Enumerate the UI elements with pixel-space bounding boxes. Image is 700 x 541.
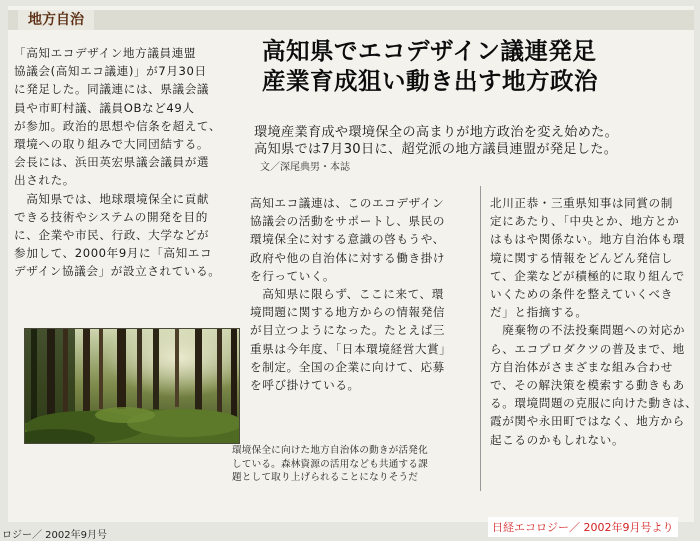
body-line: に発足した。同議連には、県議会議: [14, 82, 210, 97]
body-line: を行っていく。: [250, 268, 336, 283]
body-line: 協議会(高知エコ議連)」が7月30日: [14, 64, 207, 79]
page-footer-issue: ロジー／ 2002年9月号: [2, 530, 107, 541]
body-line: 廃棄物の不法投棄問題への対応か: [490, 323, 686, 338]
photo-caption: [232, 444, 428, 485]
lede: [254, 124, 618, 158]
headline: [262, 36, 598, 96]
body-line: を制定。全国の企業に向けて、応募: [250, 359, 445, 374]
caption-line: 題として取り上げられることになりそうだ: [232, 472, 419, 483]
body-line: 環境保全に対する意識の啓もうや、: [250, 232, 445, 247]
body-line: 高知県では、地球環境保全に貢献: [14, 191, 210, 206]
body-line: 参加して、2000年9月に「高知エコ: [14, 246, 213, 261]
body-line: 方自治体がさまざまな組み合わせ: [490, 359, 673, 374]
lede-line-2: 高知県では7月30日に、超党派の地方議員連盟が発足した。: [254, 142, 618, 157]
body-line: いくための条件を整えていくべき: [490, 287, 673, 302]
body-line: 定にあたり、「中央とか、地方とか: [490, 214, 680, 229]
body-line: 霞が関や永田町ではなく、地方から: [490, 414, 685, 429]
body-line: 起こるのかもしれない。: [490, 432, 625, 447]
body-line: 重県は今年度、「日本環境経営大賞」: [250, 341, 452, 356]
caption-line: 環境保全に向けた地方自治体の動きが活発化: [232, 445, 428, 456]
body-line: 高知県に限らず、ここに来て、環: [250, 287, 444, 302]
section-header-bar: [8, 10, 694, 30]
body-line: デザイン協議会」が設立されている。: [14, 264, 221, 279]
body-line: 員や市町村議、議員OBなど49人: [14, 100, 195, 115]
body-line: 北川正恭・三重県知事は同賞の制: [490, 196, 673, 210]
body-line: 政府や他の自治体に対する働き掛け: [250, 250, 446, 265]
column-divider: [480, 186, 481, 491]
body-line: はもはや関係ない。地方自治体も環: [490, 232, 686, 247]
body-line: が目立つようになった。たとえば三: [250, 323, 446, 338]
body-line: 環境への取り組みで大同団結する。: [14, 137, 210, 152]
body-line: 境に関する情報をどんどん発信し: [490, 250, 673, 265]
body-line: る。環境問題の克服に向けた動きは、: [490, 396, 698, 411]
body-line: 「高知エコデザイン地方議員連盟: [14, 46, 197, 60]
headline-line-2: 産業育成狙い動き出す地方政治: [262, 67, 598, 95]
body-line: 出された。: [14, 173, 75, 188]
body-line: て、企業などが積極的に取り組んで: [490, 268, 685, 283]
body-line: 会長には、浜田英宏県議会議員が選: [14, 155, 210, 170]
section-title: 地方自治: [18, 10, 94, 30]
magazine-page: [8, 6, 698, 522]
headline-line-1: 高知県でエコデザイン議連発足: [262, 37, 597, 65]
body-line: に、企業や市民、行政、大学などが: [14, 228, 210, 243]
lede-line-1: 環境産業育成や環境保全の高まりが地方政治を変え始めた。: [254, 125, 619, 140]
right-column: [490, 194, 698, 449]
body-line: 協議会の活動をサポートし、県民の: [250, 214, 446, 229]
source-credit: 日経エコロジー／ 2002年9月号より: [488, 517, 678, 537]
body-line: できる技術やシステムの開発を目的: [14, 209, 208, 224]
body-line: で、その解決策を模索する動きもあ: [490, 378, 685, 393]
middle-column: [250, 194, 468, 394]
body-line: 高知エコ議連は、このエコデザイン: [250, 196, 445, 210]
body-line: だ」と指摘する。: [490, 305, 588, 320]
body-line: 境問題に関する地方からの情報発信: [250, 305, 446, 320]
left-column: [14, 44, 228, 281]
caption-line: している。森林資源の活用なども共通する課: [232, 458, 428, 470]
byline: 文／深尾典男・本誌: [260, 162, 350, 173]
body-line: が参加。政治的思想や信条を超えて、: [14, 118, 222, 133]
body-line: ら、エコプロダクツの普及まで、地: [490, 341, 685, 356]
body-line: を呼び掛けている。: [250, 378, 360, 393]
forest-photo: [24, 328, 240, 444]
forest-image: [25, 329, 239, 443]
